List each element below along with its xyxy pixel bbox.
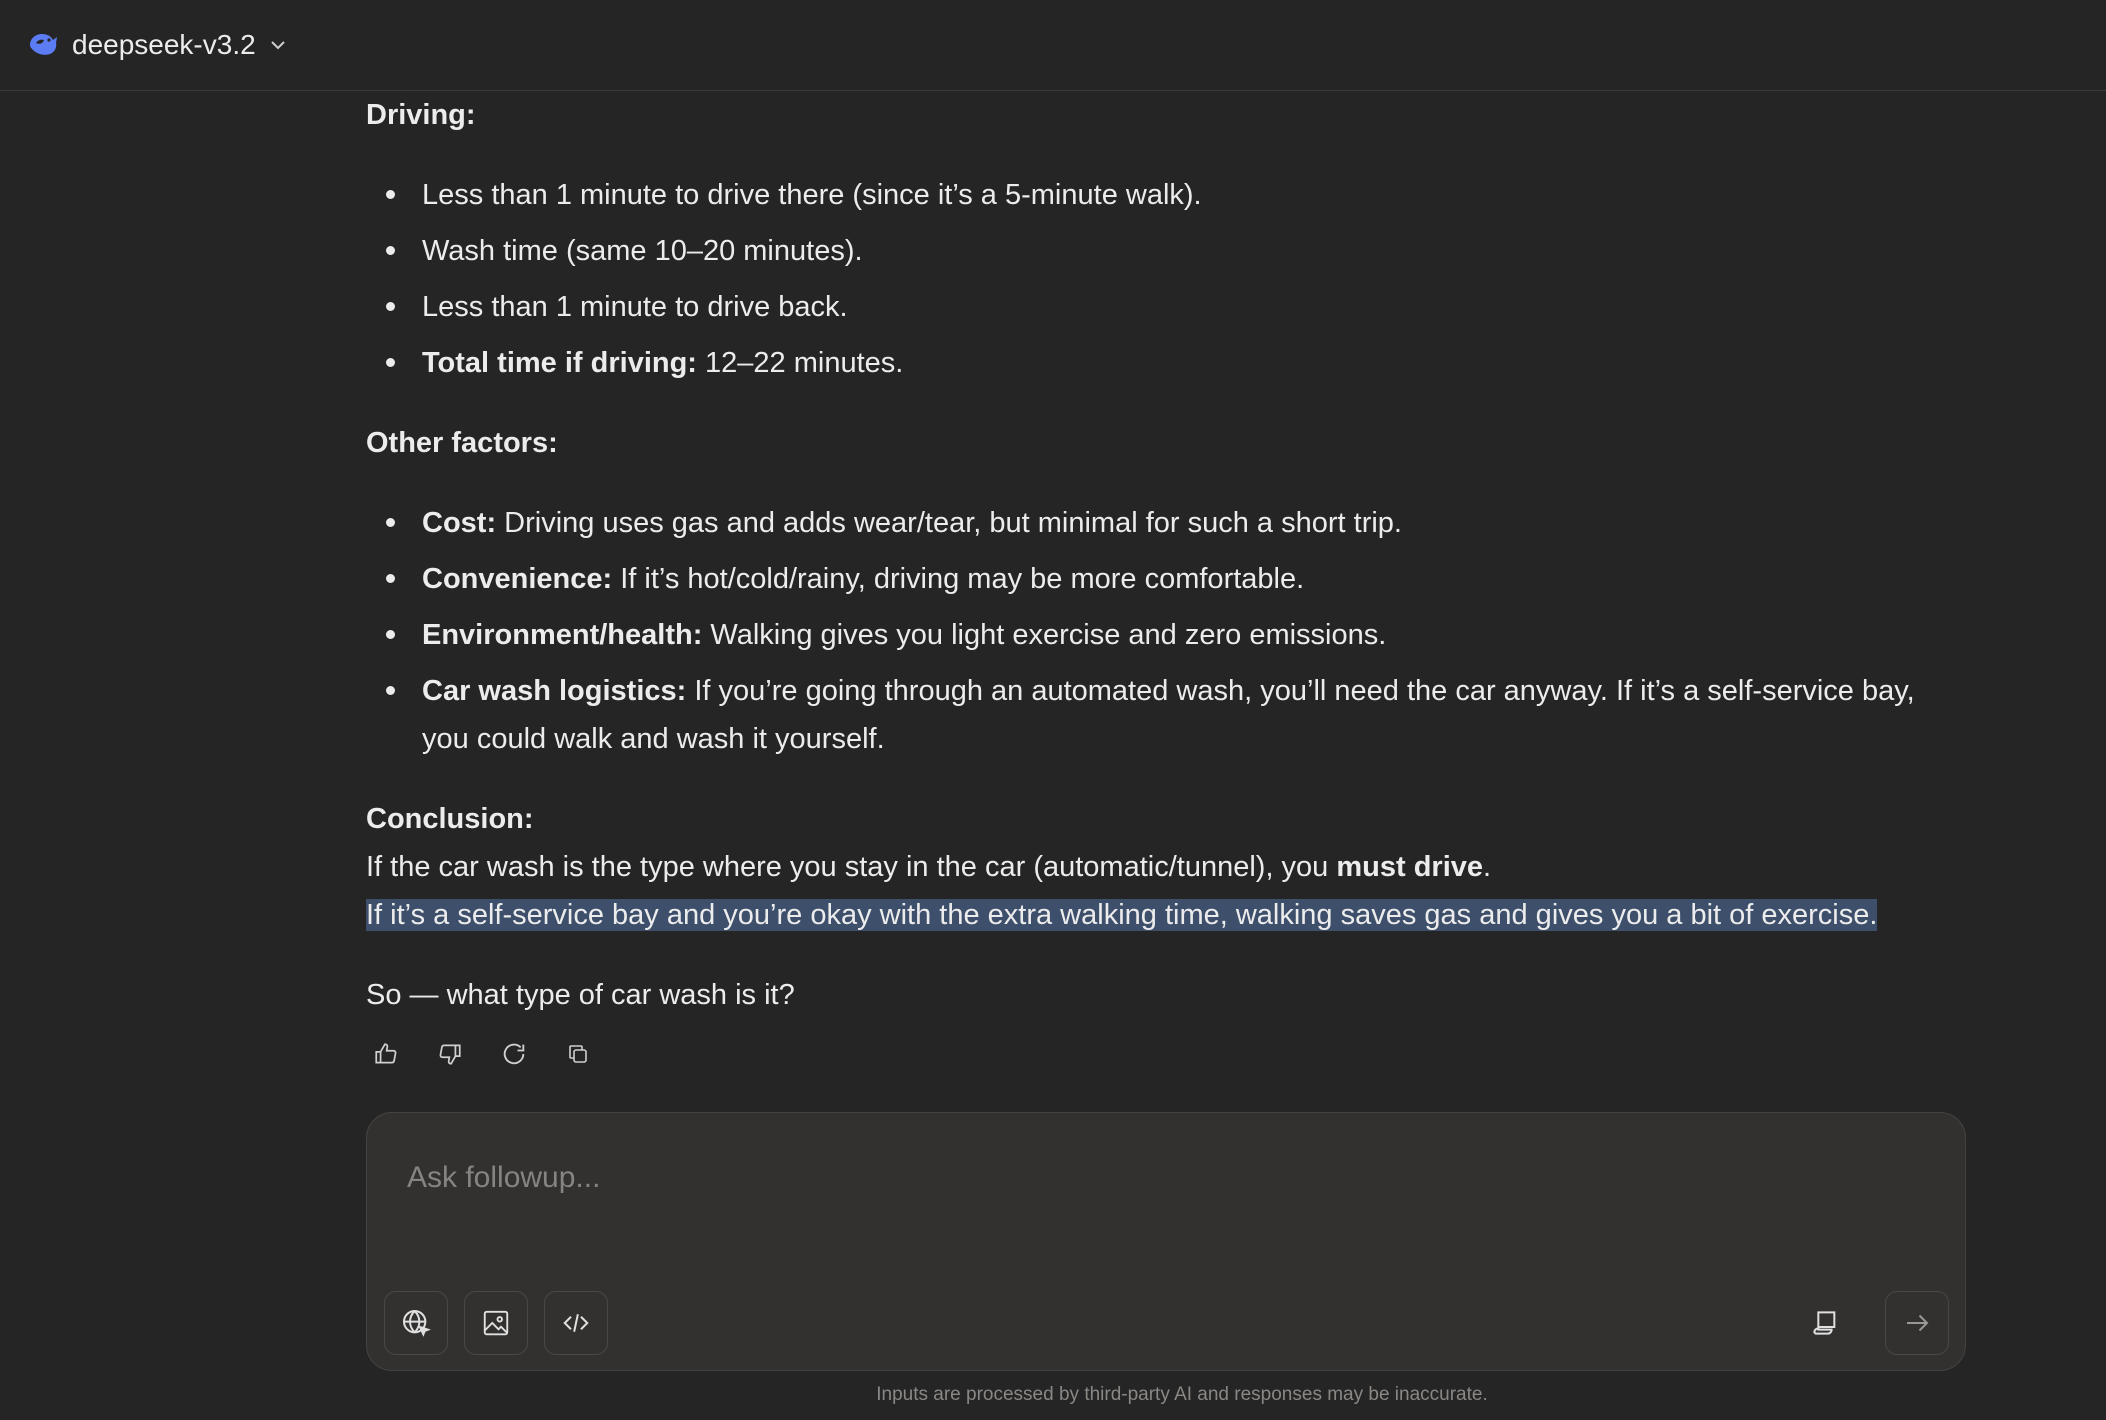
driving-heading: Driving: <box>366 99 476 131</box>
factors-list <box>366 499 1966 763</box>
model-selector[interactable] <box>28 29 288 61</box>
thumbs-up-icon <box>373 1041 399 1067</box>
copy-icon <box>566 1042 590 1066</box>
model-name: deepseek-v3.2 <box>72 29 256 60</box>
selected-text: If it’s a self-service bay and you’re okay with the extra walking time, walking saves gas and gives you a bit of exercise. <box>366 899 1878 931</box>
refresh-icon <box>500 1040 528 1068</box>
list-item: Less than 1 minute to drive back. <box>366 283 1966 331</box>
history-button[interactable] <box>1805 1303 1845 1343</box>
list-item <box>366 667 1966 763</box>
image-icon <box>481 1308 511 1338</box>
factor-text: If it’s hot/cold/rainy, driving may be more comfortable. <box>612 563 1305 595</box>
conclusion-line-1 <box>366 843 1966 891</box>
regenerate-button[interactable] <box>494 1034 534 1074</box>
factor-label: Environment/health: <box>422 619 703 651</box>
send-button[interactable] <box>1885 1291 1949 1355</box>
list-item <box>366 499 1966 547</box>
top-bar <box>0 0 2106 91</box>
chat-history-icon <box>1809 1307 1841 1339</box>
other-factors-heading: Other factors: <box>366 427 558 459</box>
list-item: Less than 1 minute to drive there (since it’s a 5-minute walk). <box>366 171 1966 219</box>
driving-total-value: 12–22 minutes. <box>696 347 904 379</box>
driving-list <box>366 171 1966 387</box>
thumbs-down-icon <box>437 1041 463 1067</box>
list-item <box>366 555 1966 603</box>
list-item: Wash time (same 10–20 minutes). <box>366 227 1966 275</box>
driving-total-label: Total time if driving: <box>422 347 697 379</box>
copy-button[interactable] <box>558 1034 598 1074</box>
chevron-down-icon <box>268 35 288 55</box>
image-upload-button[interactable] <box>464 1291 528 1355</box>
must-drive-text: must drive <box>1336 851 1484 883</box>
conclusion-heading: Conclusion: <box>366 803 534 835</box>
followup-question: So — what type of car wash is it? <box>366 979 795 1011</box>
followup-input[interactable] <box>407 1153 1907 1203</box>
list-item <box>366 611 1966 659</box>
arrow-right-icon <box>1902 1308 1932 1338</box>
conclusion-period: . <box>1483 851 1492 883</box>
thumbs-down-button[interactable] <box>430 1034 470 1074</box>
conclusion-text: If the car wash is the type where you stay in the car (automatic/tunnel), you <box>366 851 1337 883</box>
message-actions <box>366 1034 598 1074</box>
whale-icon <box>28 31 60 59</box>
list-item <box>366 339 1966 387</box>
globe-icon <box>400 1307 432 1339</box>
factor-label: Convenience: <box>422 563 613 595</box>
disclaimer: Inputs are processed by third-party AI and responses may be inaccurate. <box>876 1384 1488 1405</box>
factor-text: If you’re going through an automated wash, you’ll need the car anyway. If it’s a self-service bay, you could walk and wash it yourself. <box>422 675 1915 755</box>
code-icon <box>561 1308 591 1338</box>
web-search-button[interactable] <box>384 1291 448 1355</box>
factor-label: Car wash logistics: <box>422 675 687 707</box>
factor-label: Cost: <box>422 507 497 539</box>
factor-text: Walking gives you light exercise and zero emissions. <box>702 619 1387 651</box>
followup-composer <box>366 1112 1966 1371</box>
conclusion-line-2 <box>366 891 1966 939</box>
assistant-message <box>366 91 1966 1019</box>
thumbs-up-button[interactable] <box>366 1034 406 1074</box>
code-button[interactable] <box>544 1291 608 1355</box>
factor-text: Driving uses gas and adds wear/tear, but minimal for such a short trip. <box>496 507 1402 539</box>
